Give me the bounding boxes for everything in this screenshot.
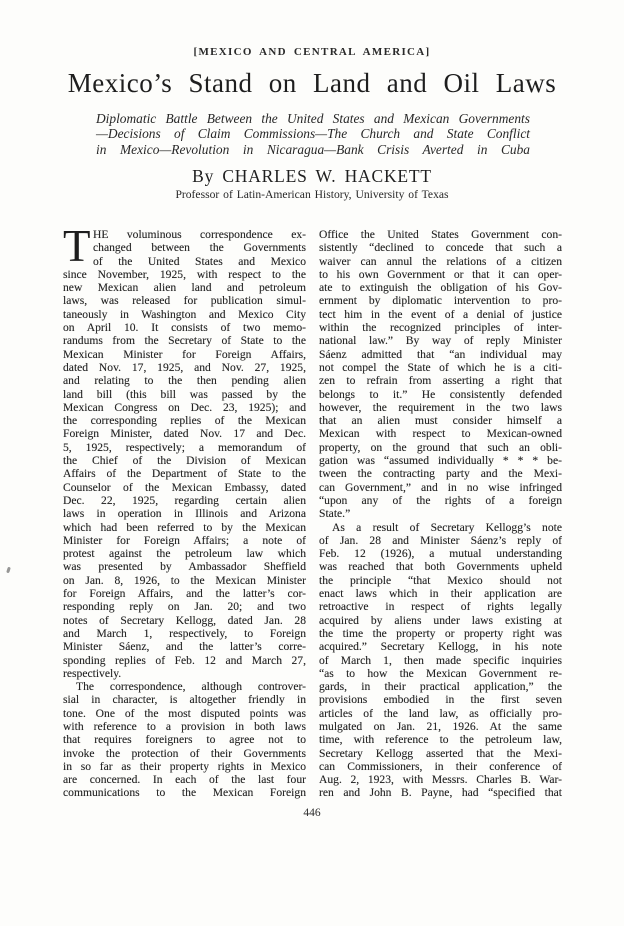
text-line: State.” xyxy=(319,507,351,521)
paragraph xyxy=(63,680,306,800)
text-line: tone. One of the most disputed points was xyxy=(63,706,306,720)
text-line: retroactive in respect of rights legally xyxy=(319,600,562,614)
text-line: within the recognized principles of inter- xyxy=(319,321,562,335)
text-line: however, the requirement in the two laws xyxy=(319,400,562,414)
text-line: that requires foreigners to agree not to xyxy=(63,733,306,747)
text-line: and relating to the then pending alien xyxy=(63,374,306,388)
text-line: of Jan. 28 and Minister Sáenz’s reply of xyxy=(319,533,562,547)
text-line: of March 1, then made specific inquiries xyxy=(319,653,562,667)
text-line: ren and John B. Payne, had “specified that xyxy=(319,786,562,800)
text-line: Feb. 12 (1926), a mutual understanding xyxy=(319,547,562,561)
text-line: dated Nov. 17, 1925, and Nov. 27, 1925, xyxy=(63,360,306,374)
text-line: The correspondence, although controver- xyxy=(76,680,306,694)
text-line: tect him in the event of a denial of justice xyxy=(319,307,562,321)
text-line: waiver can annul the relations of a citizen xyxy=(319,254,562,268)
text-line: articles of the land law, as officially pro- xyxy=(319,706,562,720)
article-title: Mexico’s Stand on Land and Oil Laws xyxy=(67,68,557,98)
text-line: randums from the Secretary of State to the xyxy=(63,334,306,348)
text-line: responding reply on Jan. 20; and two xyxy=(63,600,306,614)
text-line: zen to refrain from asserting a right that xyxy=(319,374,562,388)
text-line: laws in operation in Illinois and Arizona xyxy=(63,507,306,521)
text-line: belongs to it.” He consistently defended xyxy=(319,387,562,401)
text-line: can Commissioners, in their conference of xyxy=(319,759,562,773)
text-line: was reached that both Governments upheld xyxy=(319,560,562,574)
text-line: As a result of Secretary Kellogg’s note xyxy=(332,520,562,534)
text-line: on Jan. 8, 1926, to the Mexican Minister xyxy=(63,573,306,587)
text-line: on April 10. It consists of two memo- xyxy=(63,321,306,335)
text-line: Mexican Congress on Dec. 23, 1925); and xyxy=(63,400,306,414)
text-line: 5, 1925, respectively; a memorandum of xyxy=(63,440,306,454)
article-body xyxy=(63,221,562,800)
text-line: Sáenz admitted that “an individual may xyxy=(319,347,562,361)
text-line: which had been referred to by the Mexican xyxy=(63,520,306,534)
text-line: HE voluminous correspondence ex- xyxy=(93,228,306,241)
left-column xyxy=(63,221,306,800)
text-line: sistently “declined to concede that such a xyxy=(319,241,562,255)
text-line: communications to the Mexican Foreign xyxy=(63,786,306,800)
text-line: laws, was released for publication simul- xyxy=(63,294,306,308)
text-line: the Chief of the Division of Mexican xyxy=(63,454,306,468)
text-line: ate to extinguish the obligation of his Gov- xyxy=(319,281,562,295)
text-line: provisions embodied in the first seven xyxy=(319,693,562,707)
text-line: mulgated on Jan. 21, 1926. At the same xyxy=(319,719,562,733)
text-line: national law.” By way of reply Minister xyxy=(319,334,562,348)
text-line: can Government,” and in no wise infringed xyxy=(319,480,562,494)
text-line: gation was “assumed individually * * * be- xyxy=(319,454,562,468)
text-line: Minister for Foreign Affairs; a note of xyxy=(63,533,306,547)
text-line: not compel the State of which he is a citi- xyxy=(319,360,562,374)
text-line: Minister Sáenz, and the latter’s corre- xyxy=(63,640,306,654)
text-line: time, with reference to the petroleum law, xyxy=(319,733,562,747)
text-line: acquired.” Secretary Kellogg, in his note xyxy=(319,640,562,654)
text-line: “as to how the Mexican Government re- xyxy=(319,666,562,680)
scan-speck xyxy=(6,567,11,574)
byline-affiliation: Professor of Latin-American History, University of Texas xyxy=(175,188,449,201)
text-line: Aug. 2, 1923, with Messrs. Charles B. War- xyxy=(319,773,562,787)
text-line: Office the United States Government con- xyxy=(319,228,562,241)
text-line: respectively. xyxy=(63,666,122,680)
byline: By CHARLES W. HACKETT xyxy=(192,166,432,186)
text-line: “upon any of the rights of a foreign xyxy=(319,493,562,507)
text-line: are concerned. In each of the last four xyxy=(63,773,306,787)
text-line: enact laws which in their application are xyxy=(319,587,562,601)
text-line: the corresponding replies of the Mexican xyxy=(63,414,306,428)
text-line: notes of Secretary Kellogg, dated Jan. 28 xyxy=(63,613,306,627)
paragraph xyxy=(63,221,306,680)
drop-cap: T xyxy=(63,221,91,271)
subtitle-line: —Decisions of Claim Commissions—The Church and State Conflict xyxy=(96,126,530,142)
text-line: in so far as their property rights in Mexico xyxy=(63,759,306,773)
text-line: of the United States and Mexico xyxy=(93,254,306,268)
text-line: property, on the ground that such an obli- xyxy=(319,440,562,454)
text-line: with reference to a provision in both laws xyxy=(63,719,306,733)
text-line: sial in character, is altogether friendly in xyxy=(63,693,306,707)
text-line: Foreign Minister, dated Nov. 17 and Dec. xyxy=(63,427,306,441)
text-line: since November, 1925, with respect to the xyxy=(63,267,306,281)
page-number: 446 xyxy=(303,807,321,819)
text-line: Mexican Minister for Foreign Affairs, xyxy=(63,347,306,361)
text-line: taneously in Washington and Mexico City xyxy=(63,307,306,321)
text-line: invoke the protection of their Governments xyxy=(63,746,306,760)
text-line: Mexican with respect to Mexican-owned xyxy=(319,427,562,441)
section-kicker: [MEXICO AND CENTRAL AMERICA] xyxy=(193,46,431,58)
subtitle-line: in Mexico—Revolution in Nicaragua—Bank Crisis Averted in Cuba xyxy=(96,141,530,157)
text-line: land bill (this bill was passed by the xyxy=(63,387,306,401)
text-line: tween the contracting party and the Mexi- xyxy=(319,467,562,481)
paragraph xyxy=(319,228,562,521)
text-line: sponding replies of Feb. 12 and March 27, xyxy=(63,653,306,667)
text-line: new Mexican alien land and petroleum xyxy=(63,281,306,295)
text-line: and March 1, respectively, to Foreign xyxy=(63,626,306,640)
text-line: acquired by aliens under laws existing at xyxy=(319,613,562,627)
text-line: Dec. 22, 1925, regarding certain alien xyxy=(63,493,306,507)
text-line: for Foreign Affairs, and the latter’s cor- xyxy=(63,587,306,601)
article-subtitle xyxy=(96,111,530,157)
paragraph xyxy=(319,521,562,800)
text-line: protest against the petroleum law which xyxy=(63,547,306,561)
subtitle-line: Diplomatic Battle Between the United States and Mexican Governments xyxy=(96,111,530,126)
text-line: changed between the Governments xyxy=(93,241,306,255)
text-line: the principle “that Mexico should not xyxy=(319,573,562,587)
text-line: that an alien must consider himself a xyxy=(319,414,562,428)
text-line: ernment by diplomatic intervention to pro- xyxy=(319,294,562,308)
text-line: to his own Government or that it can oper- xyxy=(319,267,562,281)
text-line: Affairs of the Department of State to the xyxy=(63,467,306,481)
text-line: Counselor of the Mexican Embassy, dated xyxy=(63,480,306,494)
text-line: was presented by Ambassador Sheffield xyxy=(63,560,306,574)
text-line: Secretary Kellogg asserted that the Mexi- xyxy=(319,746,562,760)
text-line: the time the property or property right was xyxy=(319,626,562,640)
text-line: gards, in their practical application,” the xyxy=(319,680,562,694)
right-column xyxy=(319,228,562,800)
